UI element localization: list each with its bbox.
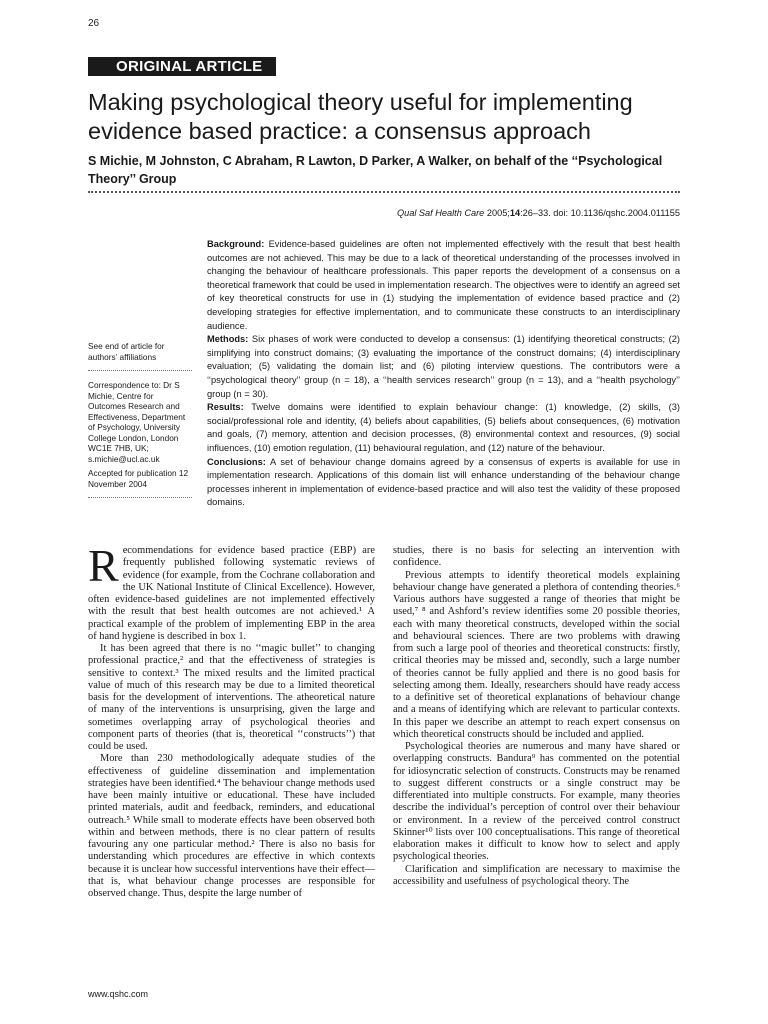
body-paragraph: studies, there is no basis for selecting an intervention with confidence. [393, 545, 680, 569]
abstract [207, 238, 680, 510]
article-title: Making psychological theory useful for implementing evidence based practice: a consensus approach [88, 89, 633, 144]
body-column-left [88, 540, 375, 900]
sidebar-divider [88, 497, 192, 498]
article-sidebar [88, 341, 192, 507]
abstract-results-label: Results: [207, 402, 244, 413]
body-paragraph [88, 540, 375, 643]
journal-name: Qual Saf Health Care [396, 208, 485, 218]
abstract-results [207, 401, 680, 455]
citation-line [88, 208, 680, 218]
body-paragraph: More than 230 methodologically adequate studies of the effectiveness of guideline dissemination and implementation strategies have been identified.⁴ The behaviour change methods used have been mainly intuitive or educational. These have included printed materials, audit and feedback, reminders, and educational outreach.⁵ While small to moderate effects have been observed both within and between methods, there is no clear pattern of results favouring any one particular method.² There is also no basis for understanding which procedures are effective in which contexts because it is unclear how successful interventions have their effect—that is, what behaviour change processes are responsible for observed change. Thus, despite the large number of [88, 753, 375, 899]
paragraph-text: ecommendations for evidence based practice (EBP) are frequently published following systematic reviews of evidence (for example, from the Cochrane collaboration and the UK National Institute of Clinical Excellence). However, often evidence-based guidelines are not implemented effectively with the result that best health outcomes are not achieved.¹ A practical example of the problem of implementing EBP in the area of hand hygiene is described in box 1. [88, 545, 375, 642]
citation-volume: 14 [509, 208, 521, 218]
abstract-background-text: Evidence-based guidelines are often not implemented effectively with the result that best health outcomes are not achieved. This may be due to a lack of theoretical understanding of the processes involved in changing the behaviour of healthcare professionals. This paper reports the development of a consensus on a theoretical framework that could be used in implementation research. The objectives were to identify an agreed set of key theoretical constructs for use in (1) studying the implementation of evidence based practice and (2) developing strategies for effective implementation, and to communicate these constructs to an interdisciplinary audience. [207, 239, 680, 331]
abstract-background-label: Background: [207, 239, 265, 249]
body-paragraph: Psychological theories are numerous and many have shared or overlapping constructs. Bandura⁹ has commented on the potential for idiosyncratic selection of constructs. Constructs may be renamed to suggest different constructs or a single construct may be differentiated into multiple constructs. For example, many theories describe the individual’s perception of control over their behaviour or environment. In a review of the perceived control construct Skinner¹⁰ lists over 100 conceptualisations. This range of theoretical elaboration makes it difficult to know how to select and apply psychological theories. [393, 741, 680, 863]
abstract-methods-text: Six phases of work were conducted to develop a consensus: (1) identifying theoretical constructs; (2) simplifying into construct domains; (3) evaluating the importance of the construct domains; (4) interdisciplinary evaluation; (5) validating the domain list; and (6) piloting interview questions. The contributors were a ‘‘psychological theory’’ group (n = 18), a ‘‘health services research’’ group (n = 13), and a ‘‘health psychology’’ group (n = 30). [207, 334, 680, 399]
body-paragraph: It has been agreed that there is no ‘‘magic bullet’’ to changing professional practice,² and that the effectiveness of strategies is sensitive to context.³ The mixed results and the limited practical value of much of this research may be due to a limited theoretical basis for the development of interventions. The atheoretical nature of many of the interventions is unsurprising, given the large and sometimes overlapping array of psychological theories and component parts of theories (that is, theoretical ‘‘constructs’’) that could be used. [88, 643, 375, 752]
abstract-background [207, 238, 680, 333]
drop-cap: R [88, 540, 119, 591]
journal-url: www.qshc.com [88, 989, 149, 999]
body-paragraph: Clarification and simplification are necessary to maximise the accessibility and usefulness of psychological theory. The [393, 863, 680, 887]
body-column-right [393, 545, 680, 888]
affiliations-note: See end of article for authors’ affiliations [88, 341, 165, 362]
abstract-methods [207, 333, 680, 401]
abstract-conclusions-label: Conclusions: [207, 456, 266, 467]
abstract-results-text: Twelve domains were identified to explain behaviour change: (1) knowledge, (2) skills, (3) social/professional role and identity, (4) beliefs about capabilities, (5) beliefs about consequences, (6) motivation and goals, (7) memory, attention and decision processes, (8) environmental context and resources, (9) social influences, (10) emotion regulation, (11) behavioural regulation, and (12) nature of the behaviour. [207, 402, 680, 453]
title-divider [88, 191, 680, 193]
abstract-conclusions-text: A set of behaviour change domains agreed by a consensus of experts is available for use in implementation research. Applications of this domain list will enhance understanding of the behaviour change processes inherent in implementation of evidence-based practice and will also test the validity of these proposed domains. [207, 456, 680, 508]
citation-year: 2005; [486, 208, 510, 218]
correspondence: Correspondence to: Dr S Michie, Centre for Outcomes Research and Effectiveness, Department of Psychology, University College London, London WC1E 7HB, UK; s.michie@ucl.ac.uk [88, 380, 186, 464]
abstract-methods-label: Methods: [207, 334, 249, 345]
body-paragraph: Previous attempts to identify theoretical models explaining behaviour change have generated a plethora of contending theories.⁶ Various authors have suggested a range of theories that might be used,⁷ ⁸ and Ashford’s review identifies some 20 possible theories, each with many theoretical constructs, developed within the social and behavioural sciences. There are two problems with drawing from such a large pool of theories and theoretical constructs: firstly, critical theories may be missed and, secondly, such a large number of theories cannot be fully applied and there is no good basis for selecting among them. Ideally, researchers should have ready access to a definitive set of theoretical explanations of behaviour change and a means of identifying which are relevant to particular contexts. In this paper we describe an attempt to reach expert consensus on which theoretical constructs should be included and applied. [393, 569, 680, 740]
accepted-date: Accepted for publication 12 November 2004 [88, 468, 189, 489]
author-list: S Michie, M Johnston, C Abraham, R Lawton, D Parker, A Walker, on behalf of the ‘‘Psychological Theory’’ Group [88, 154, 663, 186]
citation-doi: :26–33. doi: 10.1136/qshc.2004.011155 [520, 208, 680, 218]
abstract-conclusions [207, 456, 680, 510]
section-label: ORIGINAL ARTICLE [88, 57, 276, 76]
page-number: 26 [88, 18, 100, 29]
sidebar-divider [88, 370, 192, 371]
